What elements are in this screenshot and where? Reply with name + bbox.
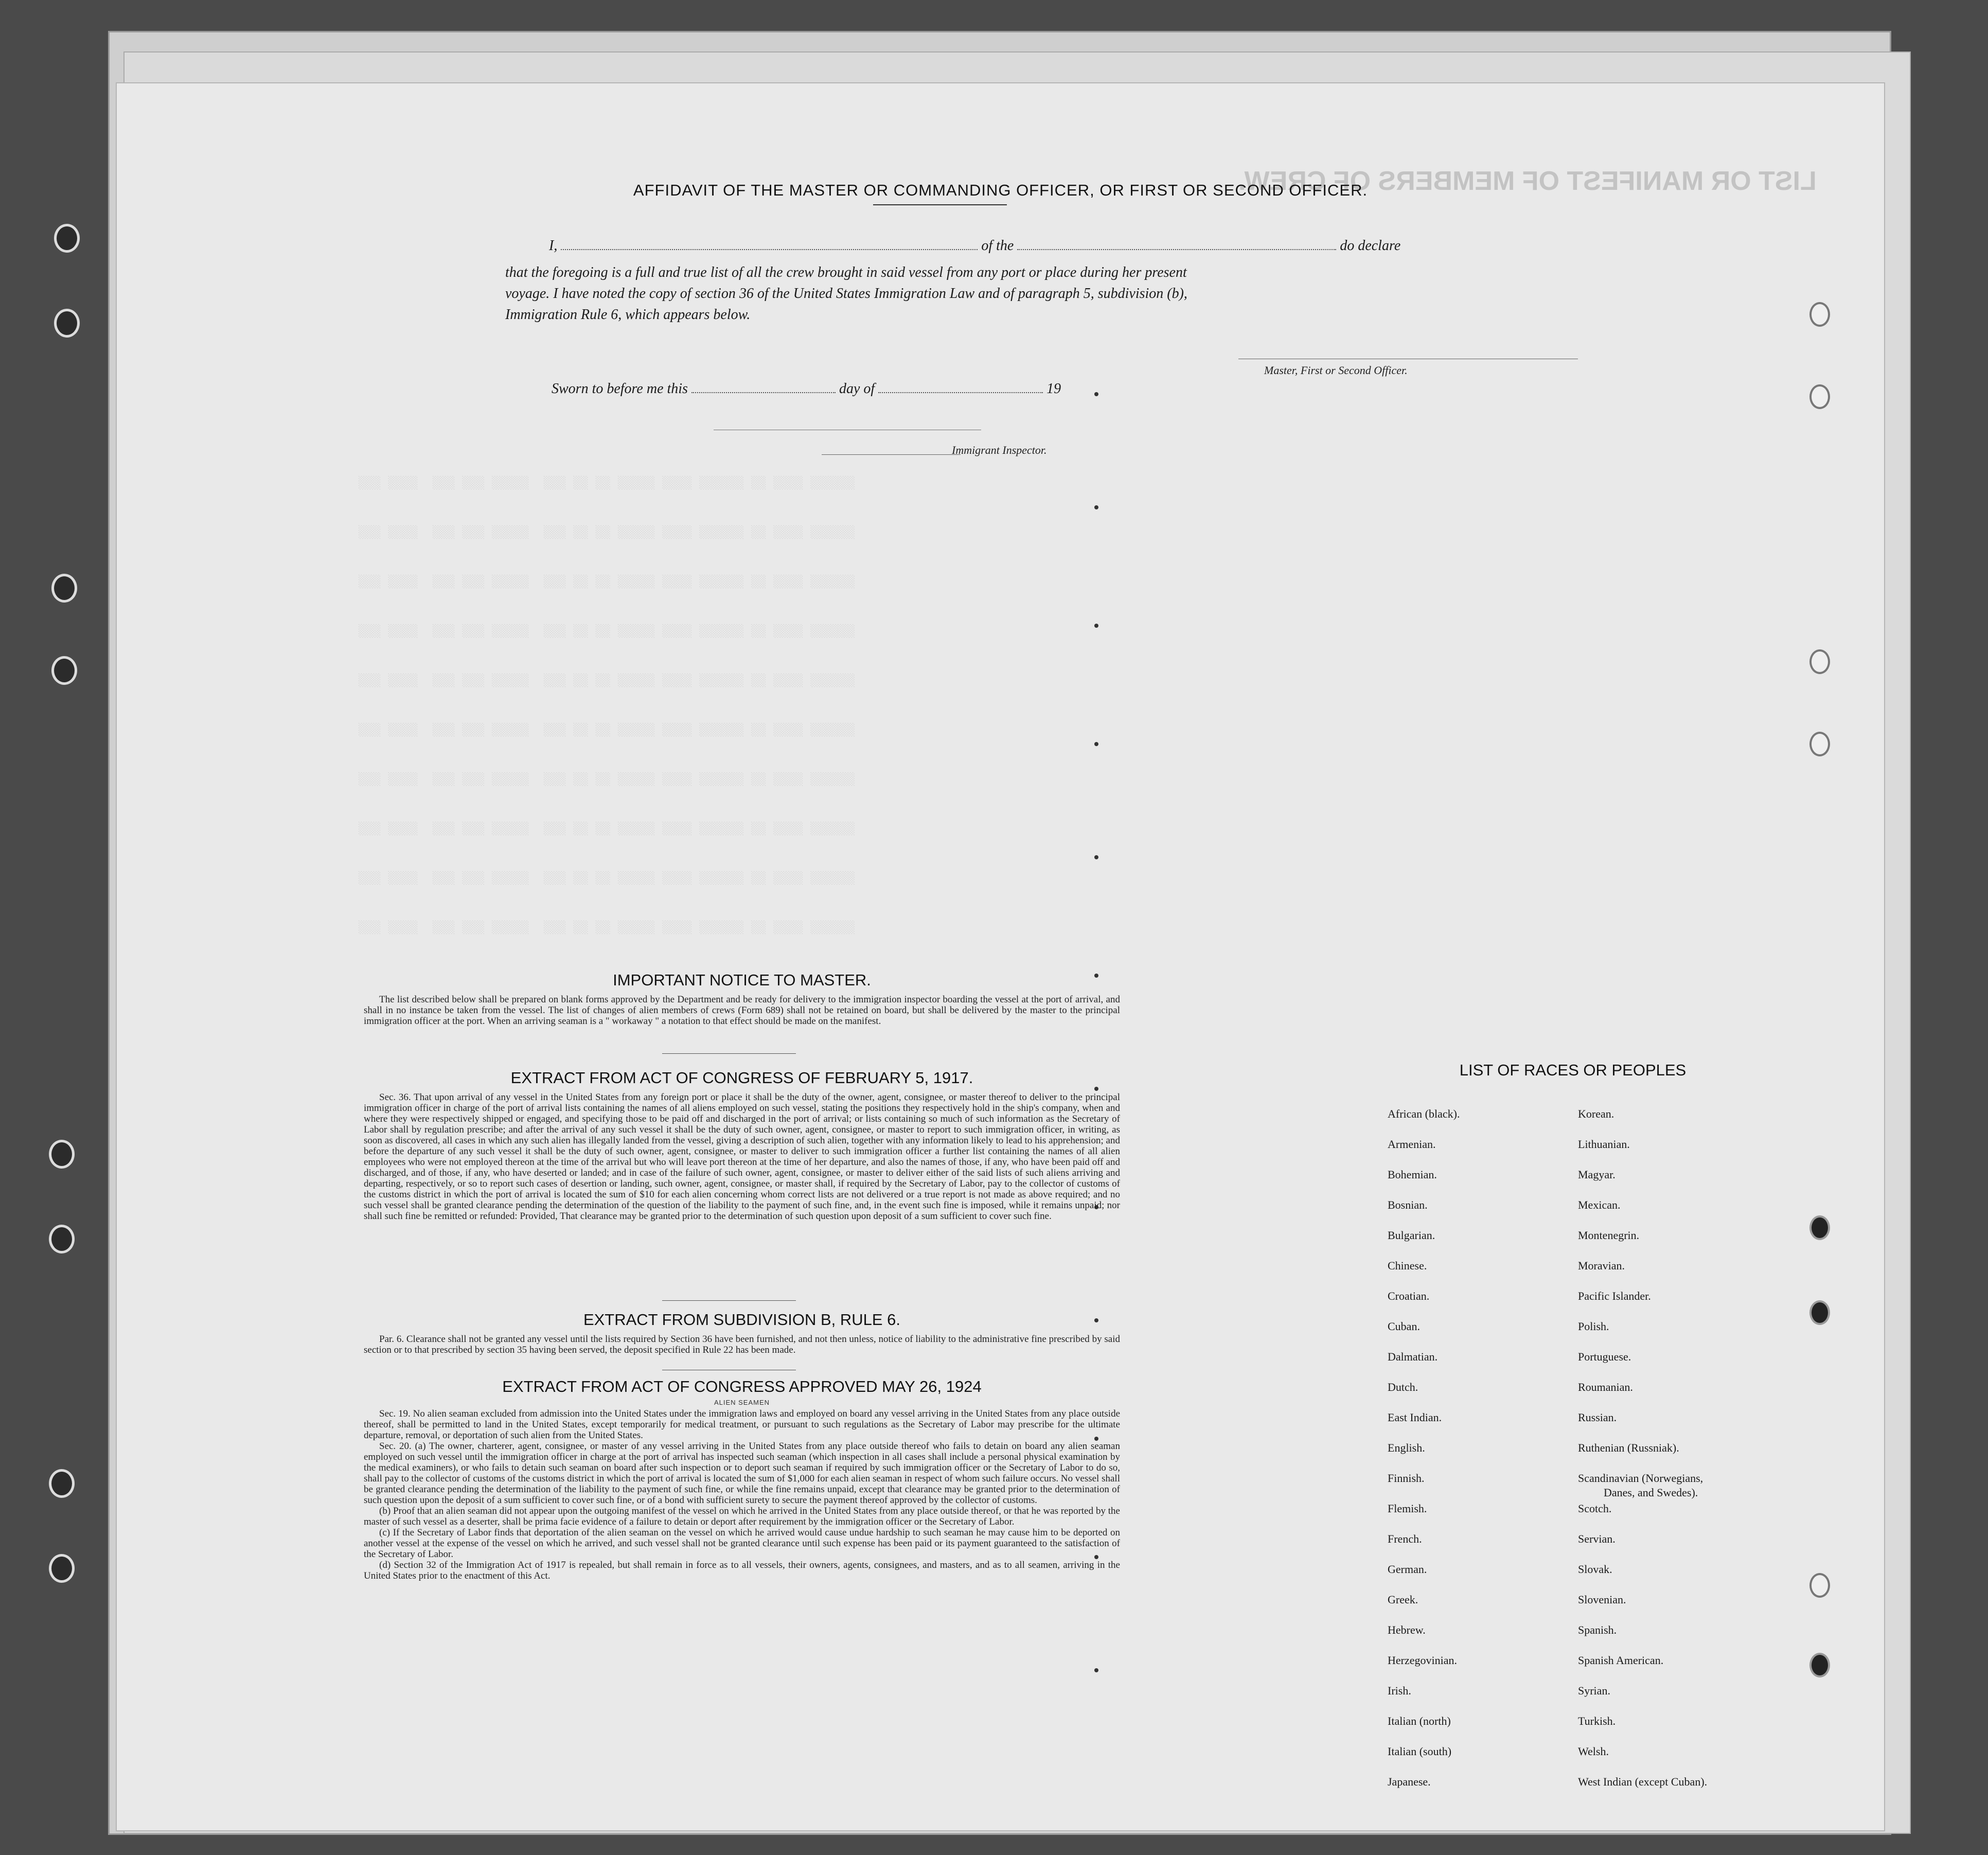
affidavit-of-the: of the <box>981 238 1014 254</box>
sworn-day-of: day of <box>839 381 875 397</box>
ring-hole <box>1809 1573 1830 1598</box>
sworn-month-blank[interactable] <box>878 382 1043 393</box>
affidavit-do-declare: do declare <box>1340 238 1401 254</box>
race-item-continued: Danes, and Swedes). <box>1604 1486 1698 1499</box>
bleed-dot <box>1094 505 1098 509</box>
bleed-dot <box>1094 855 1098 859</box>
act-1924-sec-20c: (c) If the Secretary of Labor finds that deportation of the alien seaman on the vessel on which he arrived would cause undue hardship to such seaman he may cause him to be deported on another vessel at the expense of the vessel on which he arrived, and such vessel shall not be granted clearance until such expense has been paid or its payment guaranteed to the satisfaction of the Secretary of Labor. <box>364 1527 1120 1560</box>
race-item: East Indian. <box>1388 1411 1442 1424</box>
affidavit-line-2: that the foregoing is a full and true list of all the crew brought in said vessel from any port or place during her present <box>505 264 1187 280</box>
race-item: Cuban. <box>1388 1320 1420 1333</box>
bleed-dot <box>1094 742 1098 746</box>
manifest-page <box>116 82 1885 1831</box>
inspector-signature-line[interactable] <box>822 454 961 455</box>
race-item: Greek. <box>1388 1593 1418 1606</box>
affidavit-declaration-line <box>549 238 1400 254</box>
bleed-through-rows: ░░░ ░░░░ ░░░ ░░░ ░░░░░ ░░░ ░░ ░░ ░░░░░ ░░░░ ░░░░░░ ░░ ░░░░ ░░░░░░ ░░░ ░░░░ ░░░ ░░░ ░░░░░ ░░░ ░░ ░░ ░░░░░ ░░░░ ░░░░░░ ░░ ░░░░ ░░░░░░ ░░░ ░░░░ ░░░ ░░░ ░░░░░ ░░░ ░░ ░░ ░░░░░ ░░░░ ░░░░░░ ░░ ░░░░ ░░░░░░ ░░░ ░░░░ ░░░ ░░░ ░░░░░ ░░░ ░░ ░░ ░░░░░ ░░░░ ░░░░░░ ░░ ░░░░ ░░░░░░ ░░░ ░░░░ ░░░ ░░░ ░░░░░ ░░░ ░░ ░░ ░░░░░ ░░░░ ░░░░░░ ░░ ░░░░ ░░░░░░ ░░░ ░░░░ ░░░ ░░░ ░░░░░ ░░░ ░░ ░░ ░░░░░ ░░░░ ░░░░░░ ░░ ░░░░ ░░░░░░ ░░░ ░░░░ ░░░ ░░░ ░░░░░ ░░░ ░░ ░░ ░░░░░ ░░░░ ░░░░░░ ░░ ░░░░ ░░░░░░ ░░░ ░░░░ ░░░ ░░░ ░░░░░ ░░░ ░░ ░░ ░░░░░ ░░░░ ░░░░░░ ░░ ░░░░ ░░░░░░ ░░░ ░░░░ ░░░ ░░░ ░░░░░ ░░░ ░░ ░░ ░░░░░ ░░░░ ░░░░░░ ░░ ░░░░ ░░░░░░ ░░░ ░░░░ ░░░ ░░░ ░░░░░ ░░░ ░░ ░░ ░░░░░ ░░░░ ░░░░░░ ░░ ░░░░ ░░░░░░ <box>359 476 855 935</box>
race-item: Welsh. <box>1578 1745 1609 1758</box>
race-item: Armenian. <box>1388 1138 1436 1151</box>
ring-hole <box>1809 1215 1830 1240</box>
race-item: Turkish. <box>1578 1715 1616 1727</box>
ring-hole <box>1809 1653 1830 1677</box>
race-item: African (black). <box>1388 1107 1460 1120</box>
binder-hole <box>51 574 77 603</box>
race-item: Chinese. <box>1388 1259 1427 1272</box>
ring-hole <box>1809 384 1830 409</box>
race-item: Finnish. <box>1388 1472 1425 1485</box>
race-item: Scotch. <box>1578 1502 1612 1515</box>
divider <box>662 1053 796 1054</box>
race-item: Pacific Islander. <box>1578 1289 1651 1302</box>
race-item: German. <box>1388 1563 1427 1576</box>
race-item: Dalmatian. <box>1388 1350 1438 1363</box>
act-1917-paragraph: Sec. 36. That upon arrival of any vessel in the United States from any foreign port or place it shall be the duty of the owner, agent, consignee, or master thereof to deliver to the principal immigration officer in charge of the port of arrival lists containing the names of all aliens employed on such vessel, stating the positions they respectively hold in the ship's company, when and where they were respectively shipped or engaged, and specifying those to be paid off and discharged in the port of arrival; or lists containing so much of such information as the Secretary of Labor shall by regulation prescribe; and after the arrival of any such vessel it shall be the duty of such owner, agent, consignee, or master to report to such immigration officer, in writing, as soon as discovered, all cases in which any such alien has illegally landed from the vessel, giving a description of such alien, together with any information likely to lead to his apprehension; and before the departure of any such vessel it shall be the duty of such owner, agent, consignee, or master to deliver to such immigration officer a further list containing the names of all alien employees who were not employed thereon at the time of the arrival but who will leave port thereon at the time of her departure, and also the names of those, if any, who have been paid off and discharged, and of those, if any, who have deserted or landed; and in case of the failure of such owner, agent, consignee, or master to deliver either of the said lists of such aliens arriving and departing, respectively, or so to report such cases of desertion or landing, such owner, agent, consignee, or master shall, if required by the Secretary of Labor, pay to the collector of customs of the customs district in which the port of arrival is located the sum of $10 for each alien concerning whom correct lists are not delivered or a true report is not made as above required; and no such vessel shall be granted clearance pending the determination of the question of the liability to the payment of such fine, and, in the event such fine is imposed, while it remains unpaid; nor shall such fine be remitted or refunded: Provided, That clearance may be granted prior to the determination of such question upon deposit of a sum sufficient to cover such fine. <box>364 1092 1120 1222</box>
rule-6-paragraph: Par. 6. Clearance shall not be granted any vessel until the lists required by Section 36 have been furnished, and not then unless, notice of liability to the administrative fine prescribed by said section or to that prescribed by section 35 having been served, the deposit specified in Rule 22 has been made. <box>364 1334 1120 1355</box>
race-item: Syrian. <box>1578 1684 1610 1697</box>
race-item: Slovak. <box>1578 1563 1612 1576</box>
race-item: West Indian (except Cuban). <box>1578 1775 1708 1788</box>
race-item: Slovenian. <box>1578 1593 1626 1606</box>
sworn-prefix: Sworn to before me this <box>552 381 688 397</box>
race-item: Bohemian. <box>1388 1168 1437 1181</box>
act-1924-title: EXTRACT FROM ACT OF CONGRESS APPROVED MAY 26, 1924 <box>502 1377 982 1395</box>
race-item: Lithuanian. <box>1578 1138 1630 1151</box>
rule-6-title: EXTRACT FROM SUBDIVISION B, RULE 6. <box>583 1311 901 1329</box>
alien-seamen-subtitle: ALIEN SEAMEN <box>714 1399 770 1406</box>
race-item: Korean. <box>1578 1107 1614 1120</box>
act-1917-title: EXTRACT FROM ACT OF CONGRESS OF FEBRUARY 5, 1917. <box>510 1069 973 1087</box>
notice-paragraph: The list described below shall be prepared on blank forms approved by the Department and be ready for delivery to the immigration inspector boarding the vessel at the port of arrival, and shall in no instance be taken from the vessel. The list of changes of alien members of crews (Form 689) shall not be retained on board, but shall be delivered by the master to the principal immigration officer at the port. When an arriving seaman is a " workaway " a notation to that effect should be made on the manifest. <box>364 994 1120 1027</box>
notice-text <box>364 994 1120 1027</box>
bleed-dot <box>1094 624 1098 628</box>
race-item: Montenegrin. <box>1578 1229 1640 1242</box>
act-1917-text <box>364 1092 1120 1222</box>
race-item: Herzegovinian. <box>1388 1654 1457 1667</box>
bleed-dot <box>1094 392 1098 396</box>
binder-hole <box>54 309 80 338</box>
affidavit-line-4: Immigration Rule 6, which appears below. <box>505 307 751 323</box>
race-item: Polish. <box>1578 1320 1609 1333</box>
race-item: Japanese. <box>1388 1775 1431 1788</box>
race-item: Spanish. <box>1578 1623 1617 1636</box>
affidavit-rule <box>873 204 1007 205</box>
act-1924-sec-19: Sec. 19. No alien seaman excluded from admission into the United States under the immigration laws and employed on board any vessel arriving in the United States from any place outside thereof, shall be permitted to land in the United States, except temporarily for medical treatment, or pursuant to such regulations as the Secretary of Labor may prescribe for the ultimate departure, removal, or deportation of such alien from the United States. <box>364 1408 1120 1441</box>
race-item: Italian (north) <box>1388 1715 1451 1727</box>
race-item: Dutch. <box>1388 1381 1418 1393</box>
notice-title: IMPORTANT NOTICE TO MASTER. <box>613 971 871 989</box>
act-1924-sec-20a: Sec. 20. (a) The owner, charterer, agent, consignee, or master of any vessel arriving in the United States from any place outside thereof who fails to detain on board any alien seaman employed on such vessel until the immigration officer in charge at the port of arrival has inspected such seaman (which inspection in all cases shall include a personal physical examination by the medical examiners), or who fails to detain such seaman on board after such inspection or to deport such seaman if required by such immigration officer or the Secretary of Labor to do so, shall pay to the collector of customs of the customs district in which the port of arrival is located the sum of $1,000 for each alien seaman in respect of whom such failure occurs. No vessel shall be granted clearance pending the determination of the liability to the payment of such fine, or while the fine remains unpaid, except that clearance may be granted prior to the determination of such question upon the deposit of a sum sufficient to cover such fine, or of a bond with sufficient surety to secure the payment thereof approved by the collector of customs. <box>364 1441 1120 1506</box>
ring-hole <box>1809 732 1830 756</box>
race-item: Flemish. <box>1388 1502 1427 1515</box>
race-item: Mexican. <box>1578 1198 1621 1211</box>
binder-hole <box>54 224 80 253</box>
race-item: Ruthenian (Russniak). <box>1578 1441 1679 1454</box>
sworn-line <box>552 381 1061 397</box>
bleed-dot <box>1094 1087 1098 1091</box>
act-1924-sec-20b: (b) Proof that an alien seaman did not appear upon the outgoing manifest of the vessel on which he arrived in the United States from any place outside thereof, or that he was reported by the master of such vessel as a deserter, shall be prima facie evidence of a failure to detain or deport after requirement by the immigration officer or the Secretary of Labor. <box>364 1506 1120 1527</box>
race-item: Irish. <box>1388 1684 1411 1697</box>
binder-hole <box>49 1469 75 1498</box>
race-item: Portuguese. <box>1578 1350 1631 1363</box>
affidavit-line-3: voyage. I have noted the copy of section 36 of the United States Immigration Law and of paragraph 5, subdivision (b), <box>505 286 1187 302</box>
binder-hole <box>49 1554 75 1583</box>
race-item: Bosnian. <box>1388 1198 1428 1211</box>
race-item: Servian. <box>1578 1532 1616 1545</box>
sworn-year: 19 <box>1046 381 1061 397</box>
rule-6-text <box>364 1334 1120 1355</box>
ring-hole <box>1809 649 1830 674</box>
race-item: Croatian. <box>1388 1289 1430 1302</box>
master-signature-label: Master, First or Second Officer. <box>1264 364 1408 377</box>
race-item: Hebrew. <box>1388 1623 1426 1636</box>
ring-hole <box>1809 302 1830 327</box>
race-item: French. <box>1388 1532 1422 1545</box>
divider <box>662 1300 796 1301</box>
bleed-dot <box>1094 1668 1098 1672</box>
binder-hole <box>51 656 77 685</box>
affidavit-title: AFFIDAVIT OF THE MASTER OR COMMANDING OFFICER, OR FIRST OR SECOND OFFICER. <box>633 181 1368 199</box>
race-item: English. <box>1388 1441 1425 1454</box>
race-item: Italian (south) <box>1388 1745 1452 1758</box>
race-item: Spanish American. <box>1578 1654 1664 1667</box>
affidavit-i: I, <box>549 238 558 254</box>
inspector-signature-label: Immigrant Inspector. <box>952 444 1047 456</box>
sworn-date-blank[interactable] <box>691 382 836 393</box>
race-item: Scandinavian (Norwegians, <box>1578 1472 1703 1485</box>
act-1924-text <box>364 1408 1120 1581</box>
vessel-blank[interactable] <box>1017 239 1336 250</box>
race-item: Magyar. <box>1578 1168 1616 1181</box>
race-item: Russian. <box>1578 1411 1617 1424</box>
race-item: Bulgarian. <box>1388 1229 1435 1242</box>
act-1924-sec-20d: (d) Section 32 of the Immigration Act of 1917 is repealed, but shall remain in force as to all vessels, their owners, agents, consignees, and masters, and as to all seamen, arriving in the United States prior to the enactment of this Act. <box>364 1560 1120 1581</box>
binder-hole <box>49 1140 75 1169</box>
race-item: Moravian. <box>1578 1259 1625 1272</box>
ring-hole <box>1809 1300 1830 1325</box>
binder-hole <box>49 1225 75 1253</box>
race-item: Roumanian. <box>1578 1381 1633 1393</box>
bleed-through-title: LIST OR MANIFEST OF MEMBERS OF CREW. <box>1238 166 1817 196</box>
name-blank[interactable] <box>561 239 978 250</box>
races-title: LIST OF RACES OR PEOPLES <box>1459 1061 1687 1079</box>
